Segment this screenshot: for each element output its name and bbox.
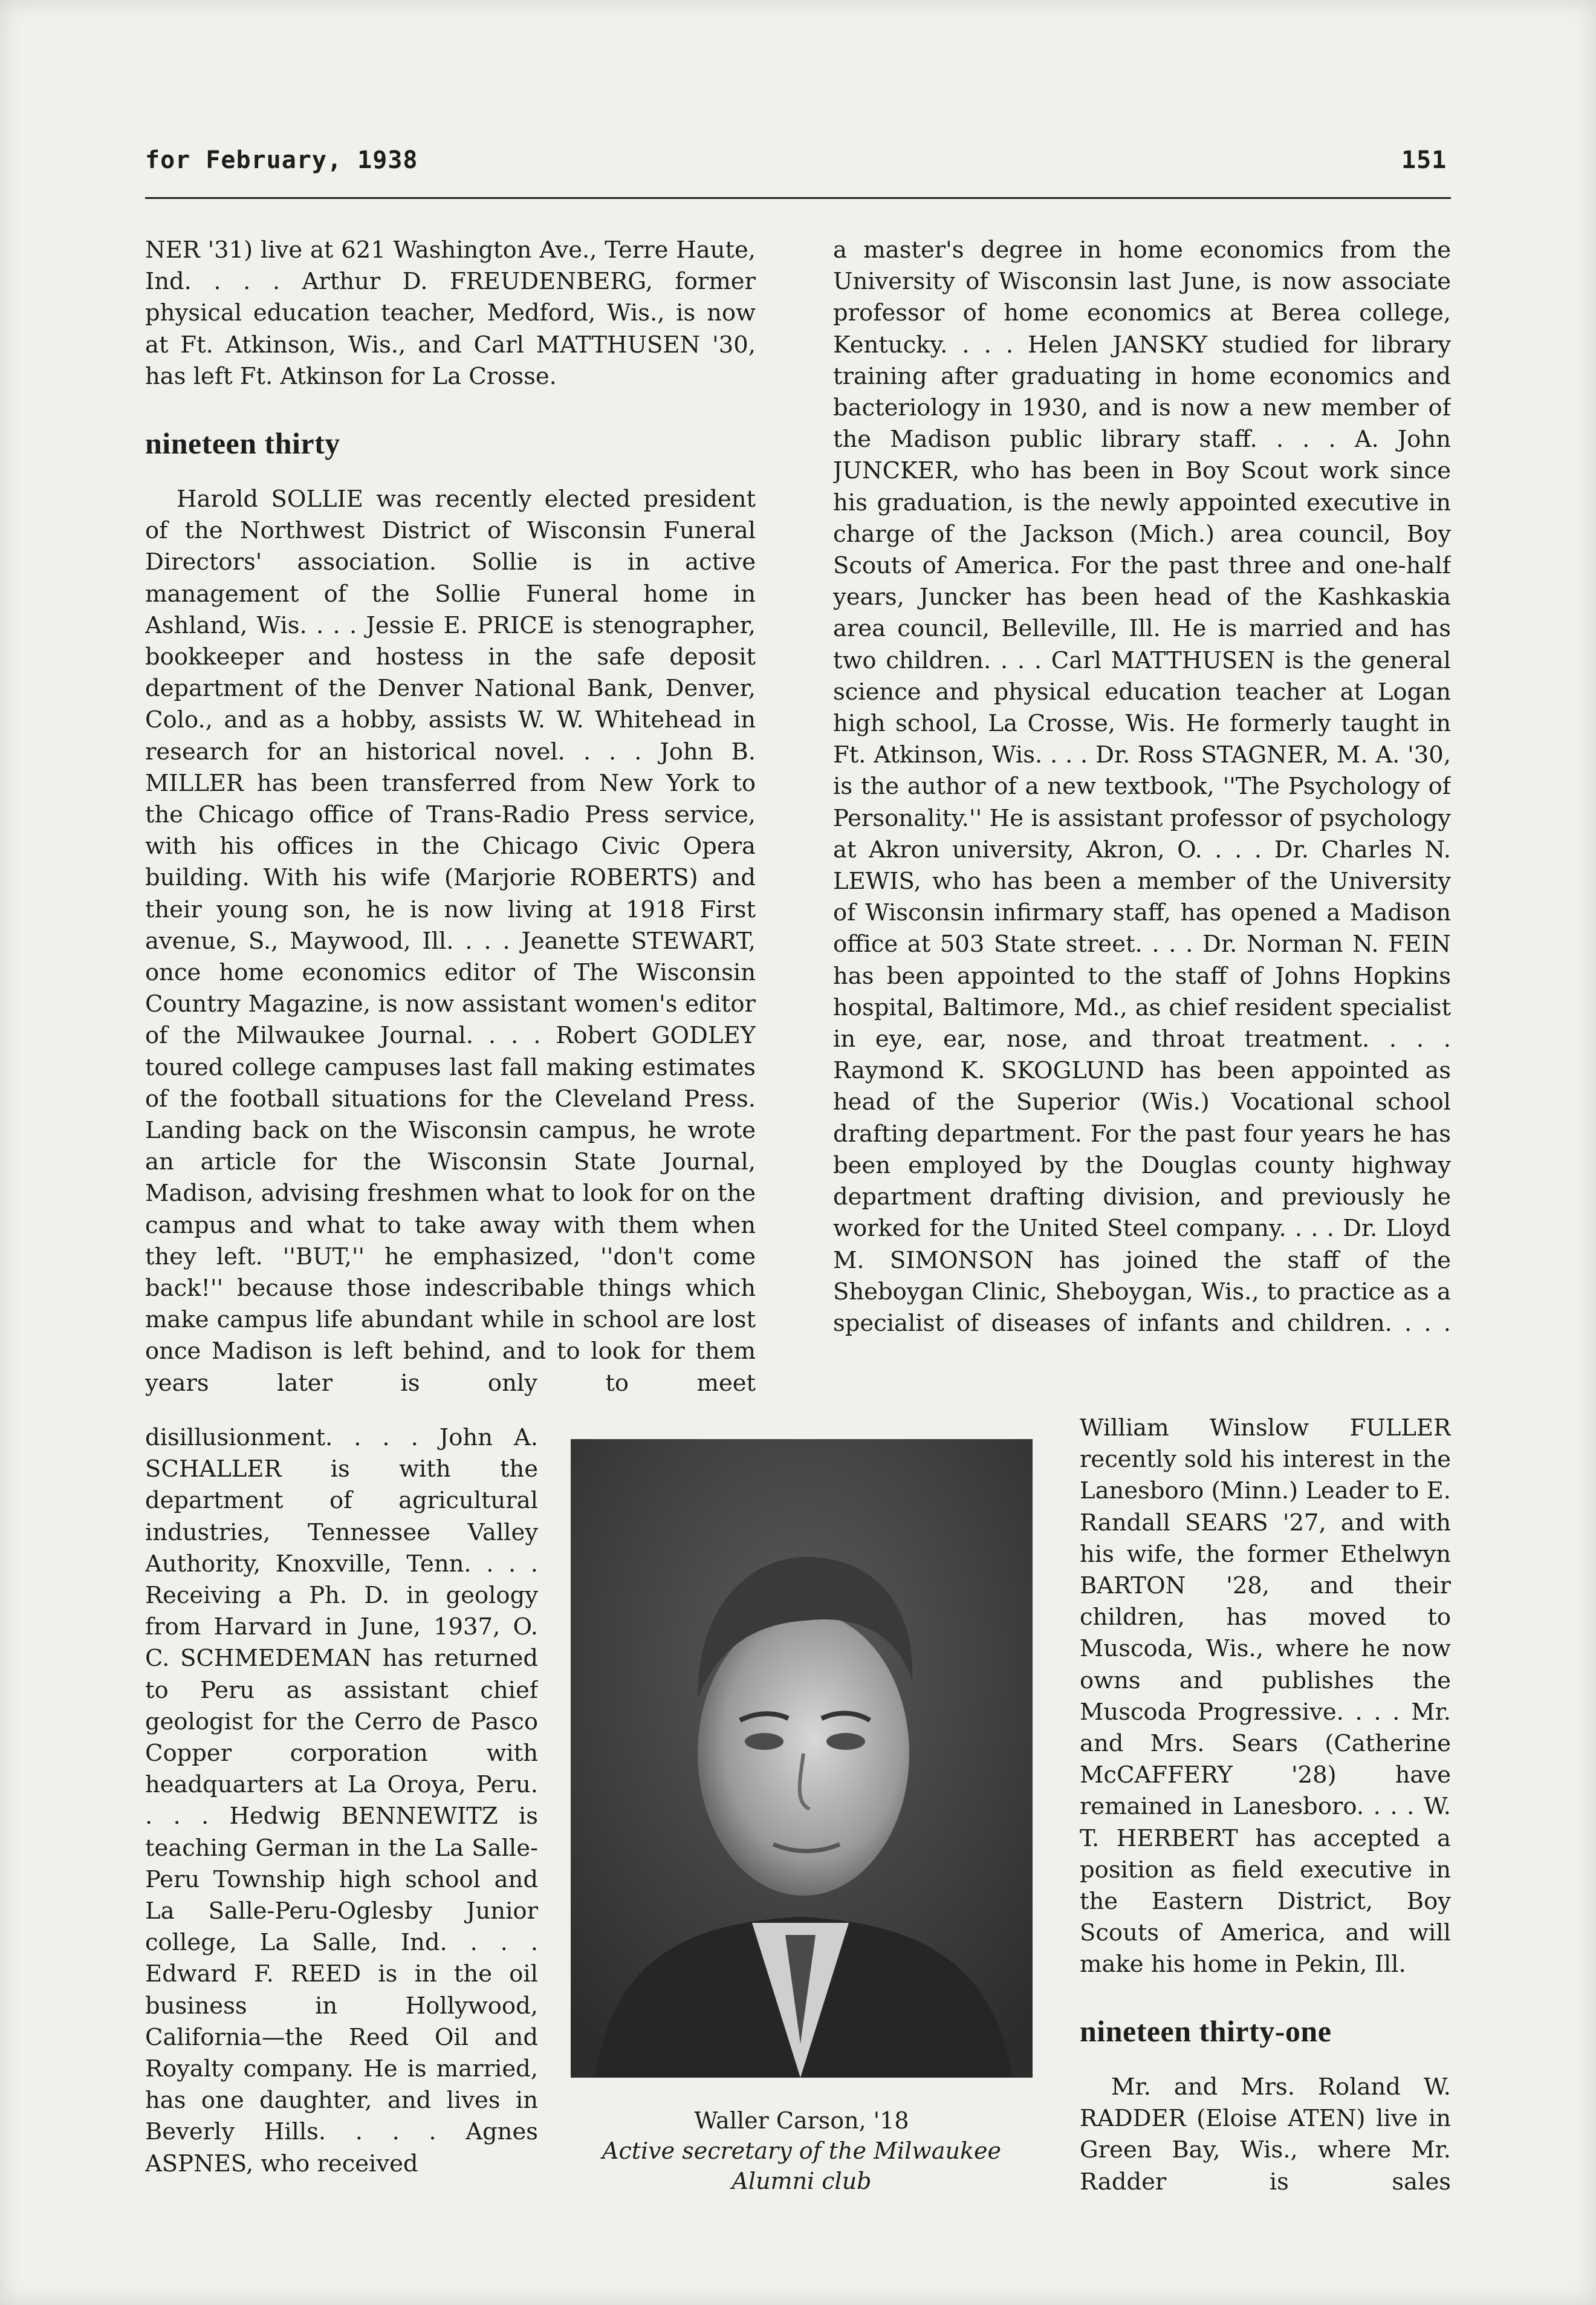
portrait-photo: [571, 1439, 1033, 2078]
header-rule: [145, 197, 1451, 199]
right-section-paragraph: Mr. and Mrs. Roland W. RADDER (Eloise ATEN) live in Green Bay, Wis., where Mr. Radder is sales: [1080, 2073, 1451, 2196]
page-number: 151: [1401, 146, 1447, 174]
left-intro-paragraph: NER '31) live at 621 Washington Ave., Terre Haute, Ind. . . . Arthur D. FREUDENBERG, former physical education teacher, Medford, Wis., is now at Ft. Atkinson, Wis., and Carl MATTHUSEN '30, has left Ft. Atkinson for La Crosse.: [145, 236, 756, 390]
photo-caption-description: Active secretary of the Milwaukee Alumni club: [602, 2138, 1001, 2194]
section-heading-1930: nineteen thirty: [145, 426, 340, 460]
portrait-image: [571, 1439, 1033, 2078]
photo-caption-name: Waller Carson, '18: [694, 2107, 909, 2134]
right-narrow-paragraph: William Winslow FULLER recently sold his interest in the Lanesboro (Minn.) Leader to E. Randall SEARS '27, and with his wife, the former Ethelwyn BARTON '28, and their children, has moved to Muscoda, Wis., where he now owns and publishes the Muscoda Progressive. . . . Mr. and Mrs. Sears (Catherine McCAFFERY '28) have remained in Lanesboro. . . . W. T. HERBERT has accepted a position as field executive in the Eastern District, Boy Scouts of America, and will make his home in Pekin, Ill.: [1080, 1414, 1451, 1978]
right-body-paragraph: a master's degree in home economics from the University of Wisconsin last June, is now associate professor of home economics at Berea college, Kentucky. . . . Helen JANSKY studied for library training after graduating in home economics and bacteriology in 1930, and is now a new member of the Madison public library staff. . . . A. John JUNCKER, who has been in Boy Scout work since his graduation, is the newly appointed executive in charge of the Jackson (Mich.) area council, Boy Scouts of America. For the past three and one-half years, Juncker has been head of the Kashkaskia area council, Belleville, Ill. He is married and has two children. . . . Carl MATTHUSEN is the general science and physical education teacher at Logan high school, La Crosse, Wis. He formerly taught in Ft. Atkinson, Wis. . . . Dr. Ross STAGNER, M. A. '30, is the author of a new textbook, ''The Psychology of Personality.'' He is assistant professor of psychology at Akron university, Akron, O. . . . Dr. Charles N. LEWIS, who has been a member of the University of Wisconsin infirmary staff, has opened a Madison office at 503 State street. . . . Dr. Norman N. FEIN has been appointed to the staff of Johns Hopkins hospital, Baltimore, Md., as chief resident specialist in eye, ear, nose, and throat treatment. . . . Raymond K. SKOGLUND has been appointed as head of the Superior (Wis.) Vocational school drafting department. For the past four years he has been employed by the Douglas county highway department drafting division, and previously he worked for the United Steel company. . . . Dr. Lloyd M. SIMONSON has joined the staff of the Sheboygan Clinic, Sheboygan, Wis., to practice as a specialist of diseases of infants and children. . . .: [833, 236, 1451, 1337]
left-body-paragraph: Harold SOLLIE was recently elected president of the Northwest District of Wisconsin Funeral Directors' association. Sollie is in active management of the Sollie Funeral home in Ashland, Wis. . . . Jessie E. PRICE is stenographer, bookkeeper and hostess in the safe deposit department of the Denver National Bank, Denver, Colo., and as a hobby, assists W. W. Whitehead in research for an historical novel. . . . John B. MILLER has been transferred from New York to the Chicago office of Trans-Radio Press service, with his offices in the Chicago Civic Opera building. With his wife (Marjorie ROBERTS) and their young son, he is now living at 1918 First avenue, S., Maywood, Ill. . . . Jeanette STEWART, once home economics editor of The Wisconsin Country Magazine, is now assistant women's editor of the Milwaukee Journal. . . . Robert GODLEY toured college campuses last fall making estimates of the football situations for the Cleveland Press. Landing back on the Wisconsin campus, he wrote an article for the Wisconsin State Journal, Madison, advising freshmen what to look for on the campus and what to take away with them when they left. ''BUT,'' he emphasized, ''don't come back!'' because those indescribable things which make campus life abundant while in school are lost once Madison is left behind, and to look for them years later is only to meet: [145, 486, 756, 1397]
left-narrow-paragraph: disillusionment. . . . John A. SCHALLER is with the department of agricultural industries, Tennessee Valley Authority, Knoxville, Tenn. . . . Receiving a Ph. D. in geology from Harvard in June, 1937, O. C. SCHMEDEMAN has returned to Peru as assistant chief geologist for the Cerro de Pasco Copper corporation with headquarters at La Oroya, Peru. . . . Hedwig BENNEWITZ is teaching German in the La Salle-Peru Township high school and La Salle-Peru-Oglesby Junior college, La Salle, Ind. . . . Edward F. REED is in the oil business in Hollywood, California—the Reed Oil and Royalty company. He is married, has one daughter, and lives in Beverly Hills. . . . Agnes ASPNES, who received: [145, 1424, 538, 2177]
issue-date-header: for February, 1938: [145, 146, 418, 174]
section-heading-1931: nineteen thirty-one: [1080, 2014, 1332, 2048]
